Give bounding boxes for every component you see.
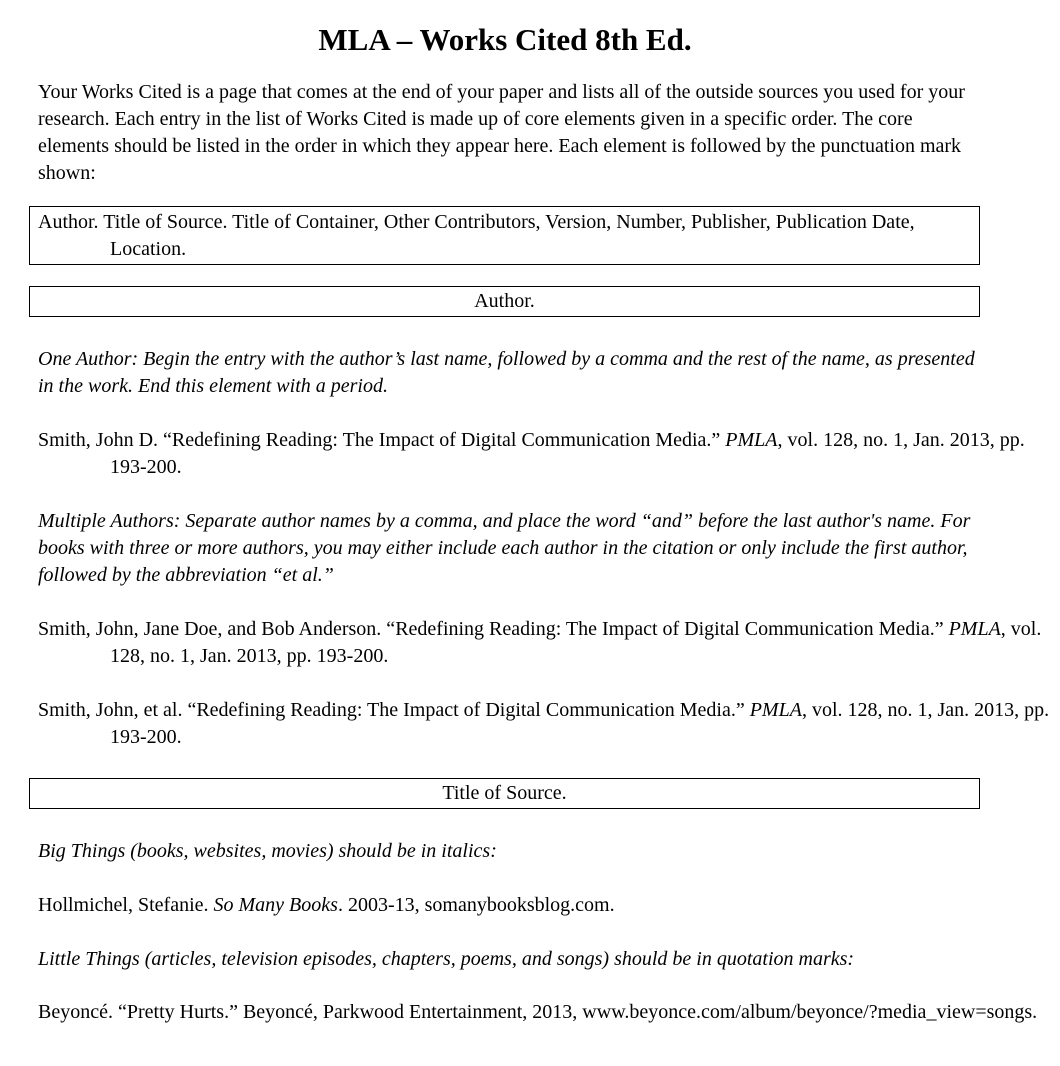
multiple-authors-example-1: [38, 616, 1060, 670]
core-elements-box: [29, 206, 980, 265]
journal-title: PMLA: [725, 429, 778, 451]
journal-title: PMLA: [749, 699, 802, 721]
little-things-instruction: Little Things (articles, television episodes, chapters, poems, and songs) should be in quotation marks:: [38, 948, 855, 970]
citation-text: Smith, John D. “Redefining Reading: The Impact of Digital Communication Media.”: [38, 429, 726, 451]
little-things-example: Beyoncé. “Pretty Hurts.” Beyoncé, Parkwood Entertainment, 2013, www.beyonce.com/album/beyonce/?media_view=songs.: [38, 1001, 1038, 1023]
book-title: So Many Books: [213, 894, 338, 916]
multiple-authors-instruction: Multiple Authors: Separate author names by a comma, and place the word “and” before the last author's name. For books with three or more authors, you may either include each author in the citation or only include the first author, followed by the abbreviation “et al.”: [38, 510, 971, 586]
multiple-authors-example-2: [38, 697, 1060, 751]
title-section-heading: [29, 778, 980, 809]
citation-text: , vol. 128, no. 1, Jan. 2013, pp. 193-200.: [110, 429, 1025, 478]
author-section-heading: [29, 286, 980, 317]
core-elements-text: Author. Title of Source. Title of Container, Other Contributors, Version, Number, Publisher, Publication Date, Location.: [38, 211, 915, 260]
author-heading-text: Author.: [474, 290, 535, 312]
citation-text: . 2003-13, somanybooksblog.com.: [337, 894, 615, 916]
big-things-instruction: Big Things (books, websites, movies) should be in italics:: [38, 840, 497, 862]
intro-paragraph: Your Works Cited is a page that comes at the end of your paper and lists all of the outside sources you used for your research. Each entry in the list of Works Cited is made up of core elements given in a specific order. The core elements should be listed in the order in which they appear here. Each element is followed by the punctuation mark shown:: [38, 81, 965, 184]
citation-text: , vol. 128, no. 1, Jan. 2013, pp. 193-200.: [110, 699, 1050, 748]
citation-text: Smith, John, Jane Doe, and Bob Anderson. “Redefining Reading: The Impact of Digital Communication Media.”: [38, 618, 949, 640]
title-heading-text: Title of Source.: [442, 782, 567, 804]
one-author-example: [38, 427, 1060, 481]
journal-title: PMLA: [948, 618, 1001, 640]
big-things-example: [38, 892, 988, 919]
page-title: MLA – Works Cited 8th Ed.: [318, 22, 692, 57]
citation-text: Hollmichel, Stefanie.: [38, 894, 214, 916]
citation-text: , vol. 128, no. 1, Jan. 2013, pp. 193-200.: [110, 618, 1042, 667]
one-author-instruction: One Author: Begin the entry with the author’s last name, followed by a comma and the rest of the name, as presented in the work. End this element with a period.: [38, 348, 975, 397]
citation-text: Smith, John, et al. “Redefining Reading: The Impact of Digital Communication Media.”: [38, 699, 750, 721]
